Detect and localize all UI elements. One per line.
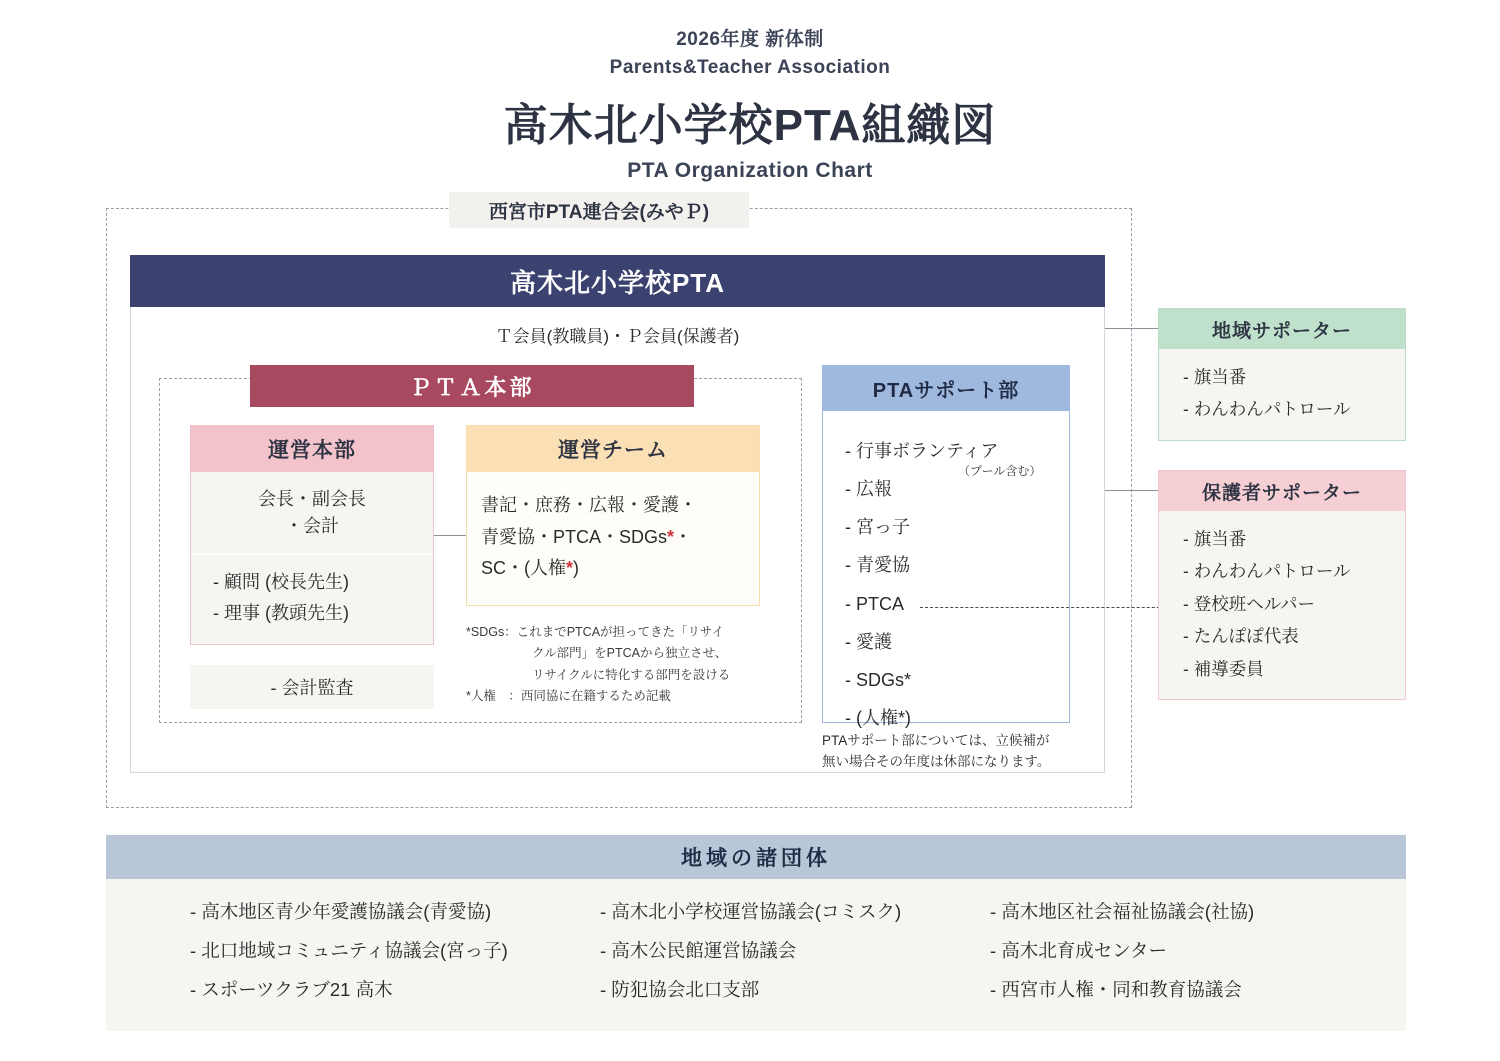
region-org-item: - 高木北小学校運営協議会(コミスク) [600, 901, 902, 922]
unei-team-head: 運営チーム [467, 426, 759, 472]
honbu-title: ＰＴＡ本部 [250, 365, 694, 407]
unei-team-roles [467, 472, 759, 605]
support-item: - 広報 [845, 479, 892, 500]
team-role-line-2-text: 青愛協・PTCA・SDGs [481, 526, 668, 547]
region-orgs-column-2 [600, 893, 990, 1010]
sdgs-note-key: *SDGs： [466, 625, 517, 639]
pool-note: （プール含む） [958, 464, 1042, 478]
region-org-item: - 高木地区青少年愛護協議会(青愛協) [190, 901, 492, 922]
advisor-item: - 顧問 (校長先生) [213, 572, 349, 592]
parent-supporter-item: - 補導委員 [1183, 658, 1264, 679]
connector-honbu-team [434, 535, 466, 536]
support-item: - SDGs* [845, 669, 912, 690]
jinken-note-line-1: 西同協に在籍するため記載 [520, 688, 671, 703]
team-role-line-1: 書記・庶務・広報・愛護・ [481, 495, 697, 515]
support-item: - 行事ボランティア [845, 441, 999, 461]
region-supporter-item: - わんわんパトロール [1183, 399, 1351, 420]
team-role-line-3-tail: ) [573, 558, 580, 578]
jinken-note-key: *人権 ： [466, 688, 521, 703]
support-item: - 青愛協 [845, 555, 910, 576]
unei-honbu-card [190, 425, 434, 645]
team-footnotes [466, 622, 766, 707]
team-role-line-3 [481, 553, 745, 585]
support-footnote [822, 731, 1092, 773]
parent-supporter-item: - たんぽぽ代表 [1183, 626, 1299, 647]
team-role-line-2-tail: ・ [674, 526, 693, 547]
connector-parent-supporter [1105, 490, 1158, 491]
sdgs-asterisk: * [667, 526, 675, 547]
sdgs-note-line-2: クル部門」をPTCAから独立させ、 [532, 646, 728, 661]
connector-region-supporter [1105, 328, 1158, 329]
advisor-item: - 理事 (教頭先生) [213, 602, 349, 623]
region-supporter-head: 地域サポーター [1159, 309, 1405, 349]
support-item: - PTCA [845, 593, 905, 614]
sdgs-note [466, 622, 766, 643]
header-year: 2026年度 新体制 [676, 29, 824, 50]
support-footnote-line-2: 無い場合その年度は休部になります。 [822, 753, 1051, 769]
region-orgs-column-3 [990, 893, 1390, 1010]
audit-box: - 会計監査 [190, 665, 434, 709]
support-item: - 愛護 [845, 631, 892, 652]
region-supporter-items [1159, 349, 1405, 440]
unei-honbu-officers [191, 472, 433, 554]
parent-supporter-item: - わんわんパトロール [1183, 561, 1351, 582]
sdgs-note-line-3: リサイクルに特化する部門を設ける [532, 667, 731, 682]
page-title: 高木北小学校PTA組織図 [503, 101, 997, 151]
region-org-item: - 高木地区社会福祉協議会(社協) [990, 901, 1255, 922]
parent-supporter-card [1158, 470, 1406, 700]
parent-supporter-head: 保護者サポーター [1159, 471, 1405, 511]
region-supporter-card [1158, 308, 1406, 441]
page-subtitle: PTA Organization Chart [627, 159, 873, 183]
region-org-item: - 防犯協会北口支部 [600, 978, 760, 1000]
jinken-asterisk: * [566, 558, 574, 578]
team-role-line-2 [481, 522, 745, 554]
pta-members-line: Ｔ会員(教職員)・Ｐ会員(保護者) [495, 327, 740, 346]
sdgs-note-line-1: これまでPTCAが担ってきた「リサイ [516, 625, 724, 639]
unei-honbu-advisors [191, 555, 433, 644]
region-orgs-columns [106, 893, 1406, 1010]
parent-supporter-items [1159, 511, 1405, 699]
region-org-item: - スポーツクラブ21 高木 [190, 978, 393, 1000]
pta-title: 高木北小学校PTA [130, 255, 1105, 307]
parent-supporter-item: - 旗当番 [1183, 529, 1247, 549]
header-association: Parents&Teacher Association [609, 56, 891, 78]
region-org-item: - 北口地域コミュニティ協議会(宮っ子) [190, 939, 508, 961]
region-org-item: - 西宮市人権・同和教育協議会 [990, 978, 1242, 1000]
support-footnote-line-1: PTAサポート部については、立候補が [822, 733, 1050, 748]
support-item: - (人権*) [845, 708, 911, 729]
officer-line-2: ・会計 [285, 516, 339, 536]
page-header [0, 26, 1500, 183]
support-item: - 宮っ子 [845, 517, 910, 538]
officer-line-1: 会長・副会長 [258, 489, 366, 509]
unei-honbu-head: 運営本部 [191, 426, 433, 472]
region-org-item: - 高木北育成センター [990, 939, 1168, 961]
region-orgs-head: 地域の諸団体 [106, 835, 1406, 879]
region-orgs-column-1 [190, 893, 600, 1010]
region-supporter-item: - 旗当番 [1183, 367, 1247, 387]
jinken-note [466, 686, 766, 707]
connector-aigo-helper [920, 607, 1185, 608]
unei-team-card [466, 425, 760, 606]
support-head: PTAサポート部 [822, 365, 1070, 411]
region-org-item: - 高木公民館運営協議会 [600, 939, 797, 961]
parent-supporter-item: - 登校班ヘルパー [1183, 593, 1315, 614]
federation-label: 西宮市PTA連合会(みやＰ) [449, 192, 749, 228]
team-role-line-3-text: SC・(人権 [481, 558, 566, 578]
